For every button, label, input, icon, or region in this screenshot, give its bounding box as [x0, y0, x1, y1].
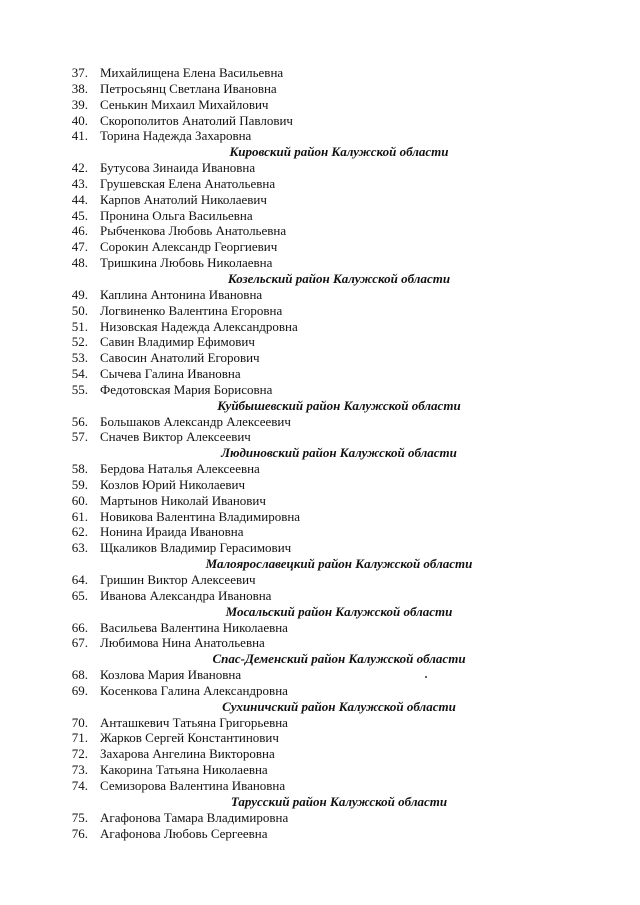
list-item-number: 53.: [71, 350, 88, 366]
list-item-number: 64.: [71, 572, 88, 587]
list-item: [0, 588, 640, 604]
list-item-name: Большаков Александр Алексеевич: [100, 413, 291, 429]
list-item: [0, 509, 640, 525]
list-item-number: 51.: [71, 318, 88, 334]
list-item: [0, 810, 640, 826]
list-item: [0, 176, 640, 192]
list-item-number: 61.: [71, 508, 88, 524]
list-item-name: Тришкина Любовь Николаевна: [100, 255, 273, 271]
list-item: [0, 255, 640, 271]
list-item-number: 47.: [71, 239, 88, 255]
list-item-number: 50.: [71, 302, 88, 318]
list-item: [0, 635, 640, 651]
list-item: [0, 128, 640, 144]
list-item-number: 38.: [71, 80, 88, 96]
district-heading: Сухиничский район Калужской области: [222, 698, 456, 714]
list-item-name: Иванова Александра Ивановна: [100, 587, 272, 603]
list-item-number: 48.: [71, 255, 88, 271]
list-item-number: 42.: [71, 160, 88, 176]
list-item-number: 46.: [71, 223, 88, 239]
list-item-number: 67.: [71, 635, 88, 651]
list-item-name: Любимова Нина Анатольевна: [100, 635, 265, 651]
list-item-name: Козлов Юрий Николаевич: [100, 476, 246, 492]
list-item-number: 49.: [71, 286, 88, 302]
list-item-name: Каплина Антонина Ивановна: [100, 286, 263, 302]
list-item-number: 73.: [71, 762, 88, 778]
list-item-name: Сначев Виктор Алексеевич: [100, 429, 251, 445]
list-item-name: Новикова Валентина Владимировна: [100, 508, 301, 524]
list-item-number: 62.: [71, 524, 88, 540]
list-item: [0, 620, 640, 636]
list-item-name: Агафонова Тамара Владимировна: [100, 809, 289, 825]
list-item-number: 65.: [71, 587, 88, 603]
list-item: [0, 239, 640, 255]
stray-dot-mark: [425, 676, 427, 678]
list-item-name: Бердова Наталья Алексеевна: [100, 461, 260, 477]
list-item-name: Федотовская Мария Борисовна: [100, 381, 273, 397]
list-item-name: Сенькин Михаил Михайлович: [100, 96, 269, 112]
list-item: [0, 192, 640, 208]
list-item-name: Грушевская Елена Анатольевна: [100, 175, 276, 191]
list-item-number: 74.: [71, 777, 88, 793]
list-item-name: Агафонова Любовь Сергеевна: [100, 825, 268, 841]
list-item-number: 75.: [71, 809, 88, 825]
list-item-number: 72.: [71, 746, 88, 762]
list-item: [0, 826, 640, 842]
list-item: [0, 572, 640, 588]
list-item-number: 76.: [71, 825, 88, 841]
list-item: [0, 683, 640, 699]
list-item-number: 63.: [71, 540, 88, 556]
list-item-name: Бутусова Зинаида Ивановна: [100, 160, 256, 176]
district-heading: Тарусский район Калужской области: [230, 793, 448, 809]
list-item-number: 40.: [71, 112, 88, 128]
list-item-name: Косенкова Галина Александровна: [100, 682, 288, 698]
list-item-name: Семизорова Валентина Ивановна: [100, 777, 286, 793]
list-item-name: Жарков Сергей Константинович: [100, 730, 279, 746]
document-page: [0, 65, 640, 841]
list-item: [0, 493, 640, 509]
list-item-number: 57.: [71, 429, 88, 445]
list-item-number: 68.: [71, 667, 88, 683]
list-item: [0, 715, 640, 731]
list-item-number: 52.: [71, 334, 88, 350]
list-item-name: Низовская Надежда Александровна: [100, 318, 298, 334]
list-item: [0, 778, 640, 794]
district-heading: Спас-Деменский район Калужской области: [212, 651, 466, 667]
list-item-name: Какорина Татьяна Николаевна: [100, 762, 268, 778]
list-item-number: 54.: [71, 366, 88, 382]
district-heading: Мосальский район Калужской области: [225, 603, 453, 619]
list-item-name: Анташкевич Татьяна Григорьевна: [100, 714, 288, 730]
district-heading: Людиновский район Калужской области: [221, 445, 457, 461]
list-item-number: 69.: [71, 682, 88, 698]
list-item-number: 44.: [71, 191, 88, 207]
list-item: [0, 65, 640, 81]
list-item: [0, 667, 640, 683]
list-item: [0, 730, 640, 746]
list-item-number: 43.: [71, 175, 88, 191]
district-heading: Козельский район Калужской области: [227, 270, 451, 286]
list-item-name: Логвиненко Валентина Егоровна: [100, 302, 283, 318]
list-item: [0, 319, 640, 335]
list-item: [0, 287, 640, 303]
list-item-name: Савин Владимир Ефимович: [100, 334, 255, 350]
list-item: [0, 429, 640, 445]
list-item-number: 71.: [71, 730, 88, 746]
list-item-number: 45.: [71, 207, 88, 223]
list-item-name: Мартынов Николай Иванович: [100, 492, 266, 508]
list-item-number: 59.: [71, 476, 88, 492]
list-item-number: 37.: [71, 65, 88, 80]
list-item: [0, 477, 640, 493]
list-item: [0, 382, 640, 398]
list-item: [0, 223, 640, 239]
list-item: [0, 524, 640, 540]
list-item-number: 70.: [71, 714, 88, 730]
list-item-name: Сычева Галина Ивановна: [100, 366, 241, 382]
list-item: [0, 81, 640, 97]
list-item-number: 39.: [71, 96, 88, 112]
list-item-name: Васильева Валентина Николаевна: [100, 619, 288, 635]
list-item: [0, 334, 640, 350]
list-item: [0, 414, 640, 430]
list-item-name: Гришин Виктор Алексеевич: [100, 572, 256, 587]
list-item-number: 55.: [71, 381, 88, 397]
list-item: [0, 160, 640, 176]
list-item: [0, 350, 640, 366]
list-item: [0, 366, 640, 382]
list-item: [0, 303, 640, 319]
list-item-name: Сорокин Александр Георгиевич: [100, 239, 278, 255]
list-item-name: Рыбченкова Любовь Анатольевна: [100, 223, 287, 239]
list-item: [0, 97, 640, 113]
list-item-number: 66.: [71, 619, 88, 635]
list-item-number: 56.: [71, 413, 88, 429]
list-item: [0, 540, 640, 556]
list-item-name: Савосин Анатолий Егорович: [100, 350, 260, 366]
list-item-name: Захарова Ангелина Викторовна: [100, 746, 275, 762]
district-heading: Куйбышевский район Калужской области: [217, 397, 461, 413]
list-item-name: Щкаликов Владимир Герасимович: [100, 540, 292, 556]
district-heading: Кировский район Калужской области: [229, 144, 449, 160]
list-item-name: Нонина Ираида Ивановна: [100, 524, 244, 540]
list-item: [0, 208, 640, 224]
list-item: [0, 746, 640, 762]
list-item: [0, 762, 640, 778]
list-item-name: Петросьянц Светлана Ивановна: [100, 80, 277, 96]
list-item-name: Козлова Мария Ивановна: [100, 667, 242, 683]
list-item-name: Пронина Ольга Васильевна: [100, 207, 253, 223]
list-item-name: Михайлищена Елена Васильевна: [100, 65, 284, 80]
district-heading: Малоярославецкий район Калужской области: [205, 556, 473, 572]
list-item-number: 41.: [71, 128, 88, 144]
list-item-number: 58.: [71, 461, 88, 477]
list-item-name: Скорополитов Анатолий Павлович: [100, 112, 293, 128]
list-item-number: 60.: [71, 492, 88, 508]
list-item-name: Карпов Анатолий Николаевич: [100, 191, 267, 207]
list-item: [0, 461, 640, 477]
list-item-name: Торина Надежда Захаровна: [100, 128, 252, 144]
list-item: [0, 113, 640, 129]
